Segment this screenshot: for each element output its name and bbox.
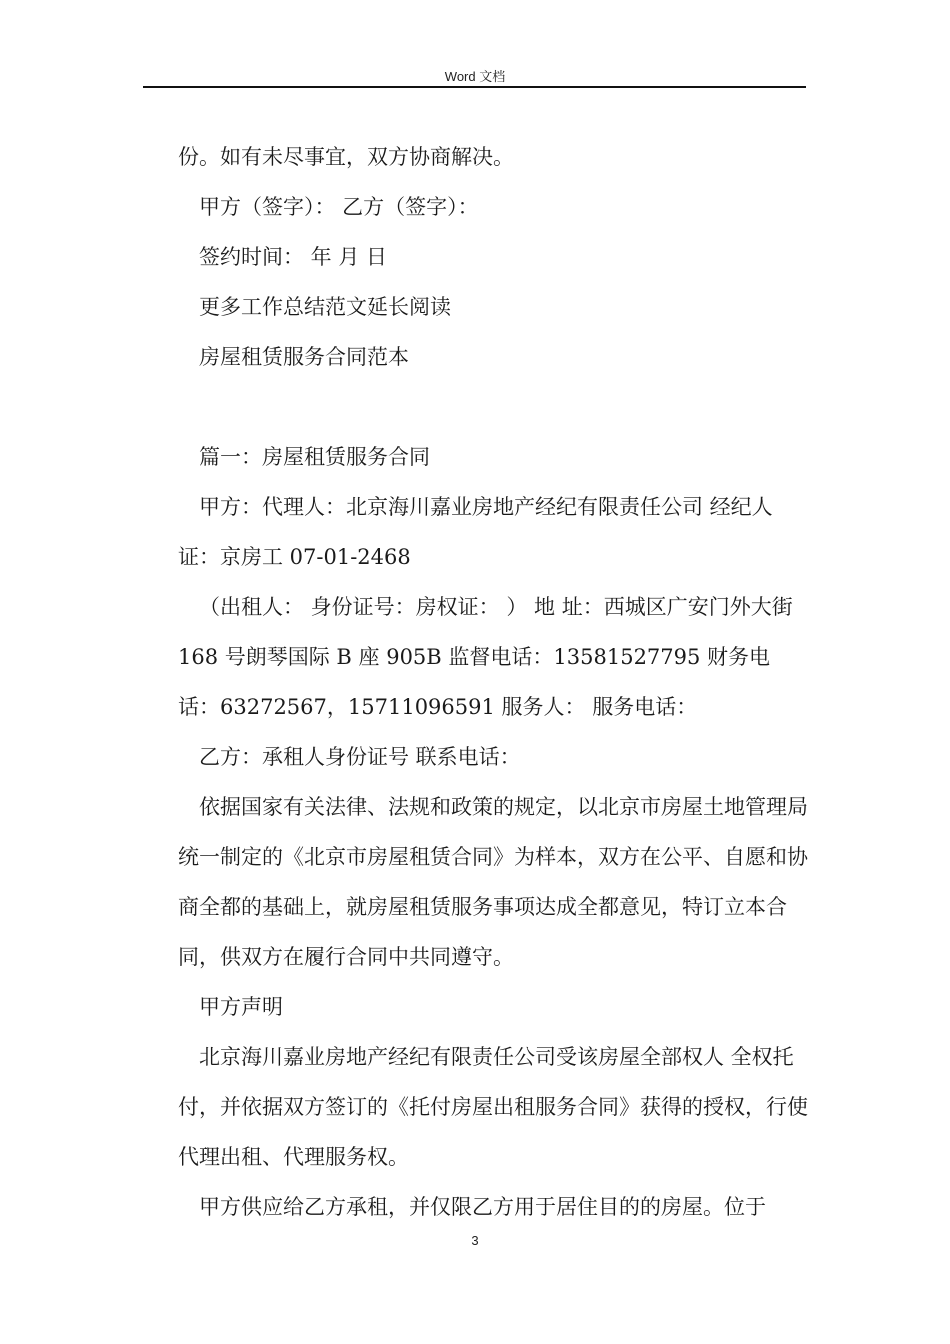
paragraph: 甲方（签字）： 乙方（签字）：: [199, 195, 479, 219]
page-header: Word 文档: [444, 69, 506, 84]
paragraph: 乙方：承租人身份证号 联系电话：: [199, 745, 521, 769]
paragraph: 北京海川嘉业房地产经纪有限责任公司受该房屋全部权人 全权托付，并依据双方签订的《托付房屋出租服务合同》获得的授权，行使代理出租、代理服务权。: [178, 1045, 808, 1169]
paragraph: 签约时间： 年 月 日: [199, 245, 388, 269]
document-body: [178, 132, 808, 1232]
section-heading: 篇一：房屋租赁服务合同: [199, 445, 430, 469]
header-divider: [143, 86, 806, 88]
blank-line: [178, 382, 808, 432]
paragraph: 甲方：代理人：北京海川嘉业房地产经纪有限责任公司 经纪人证：京房工 07-01-2468: [178, 495, 773, 569]
page-number: 3: [471, 1233, 479, 1248]
paragraph: 房屋租赁服务合同范本: [199, 345, 409, 369]
paragraph: 甲方声明: [199, 995, 283, 1019]
paragraph: 更多工作总结范文延长阅读: [199, 295, 451, 319]
paragraph: 依据国家有关法律、法规和政策的规定，以北京市房屋土地管理局统一制定的《北京市房屋租赁合同》为样本，双方在公平、自愿和协商全都的基础上，就房屋租赁服务事项达成全都意见，特订立本合同，供双方在履行合同中共同遵守。: [178, 795, 808, 969]
paragraph: （出租人： 身份证号：房权证： ） 地 址：西城区广安门外大街 168 号朗琴国际 B 座 905B 监督电话：13581527795 财务电话：63272567，15711096591 服务人： 服务电话：: [178, 595, 793, 719]
paragraph: 份。如有未尽事宜，双方协商解决。: [178, 145, 514, 169]
paragraph: 甲方供应给乙方承租，并仅限乙方用于居住目的的房屋。位于: [199, 1195, 766, 1219]
